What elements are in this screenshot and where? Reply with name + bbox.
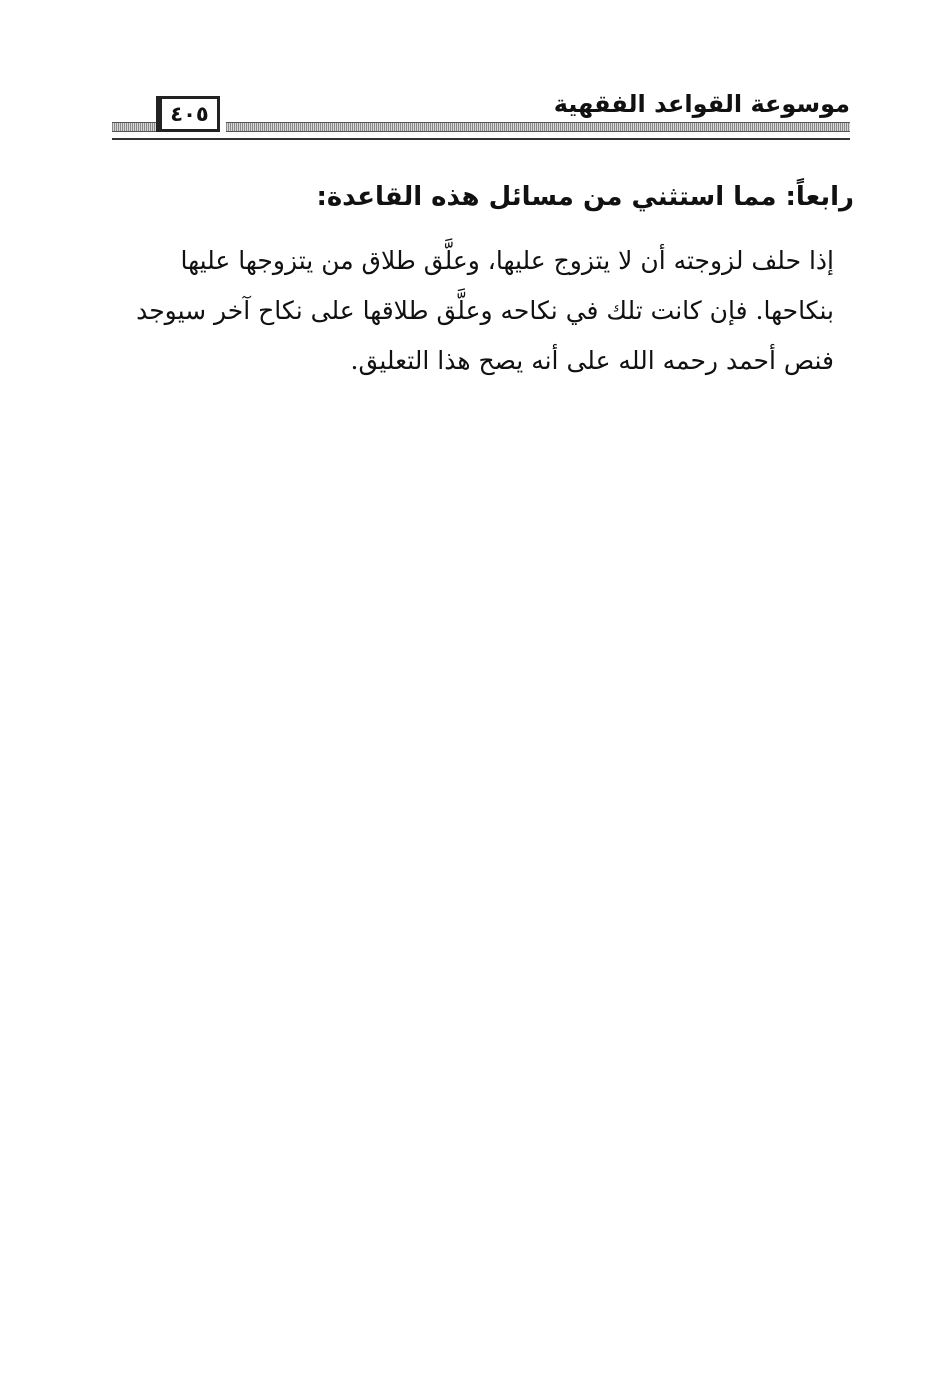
header-decorative-band-left (112, 122, 156, 132)
paragraph-line: إذا حلف لزوجته أن لا يتزوج عليها، وعلَّق طلاق من يتزوجها عليها (180, 246, 834, 275)
header-decorative-band-right (226, 122, 850, 132)
running-title: موسوعة القواعد الفقهية (553, 90, 850, 118)
paragraph-line: فنص أحمد رحمه الله على أنه يصح هذا التعليق. (350, 346, 834, 375)
body-paragraph (108, 236, 834, 386)
page-number: ٤٠٥ (156, 96, 220, 132)
page-header (112, 86, 850, 146)
section-heading: رابعاً: مما استثني من مسائل هذه القاعدة: (316, 182, 854, 212)
paragraph-line: بنكاحها. فإن كانت تلك في نكاحه وعلَّق طلاقها على نكاح آخر سيوجد (136, 296, 834, 325)
header-rule (112, 138, 850, 140)
